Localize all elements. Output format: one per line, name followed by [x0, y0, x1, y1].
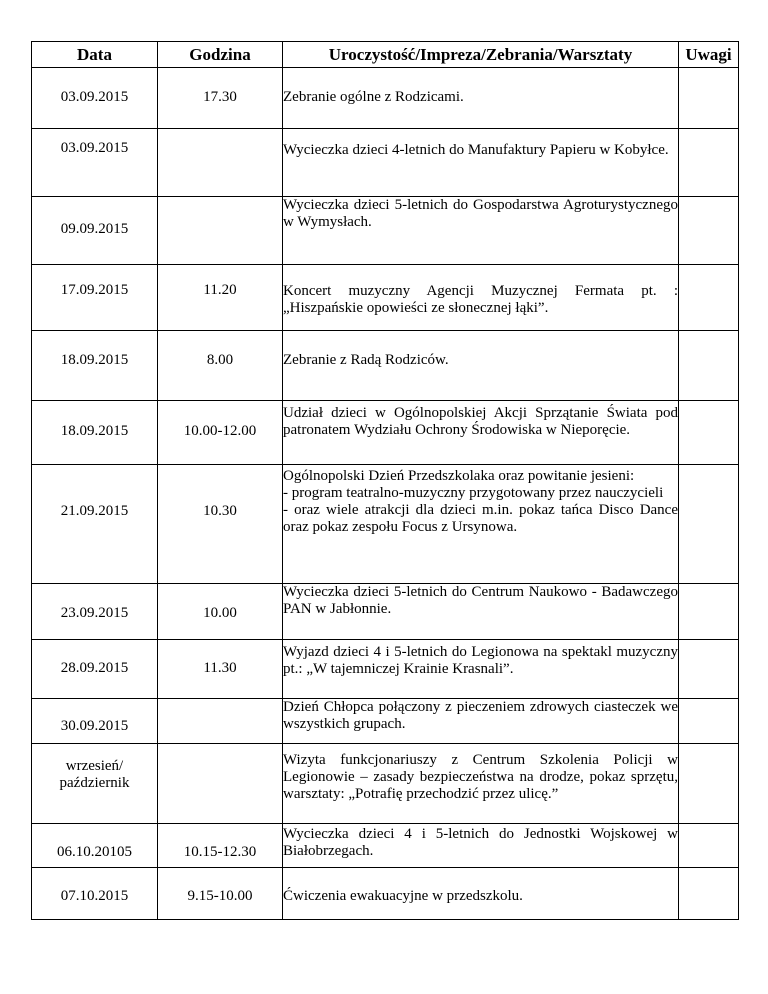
table-row: [32, 584, 739, 640]
header-notes: Uwagi: [679, 42, 739, 68]
header-date: Data: [32, 42, 158, 68]
row-event-sub: - program teatralno-muzyczny przygotowany przez nauczycieli: [283, 485, 664, 501]
row-time: [158, 699, 282, 718]
row-date: 21.09.2015: [60, 503, 129, 519]
row-date: 17.09.2015: [60, 282, 129, 298]
row-event: Udział dzieci w Ogólnopolskiej Akcji Sprzątanie Świata pod patronatem Wydziału Ochrony Środowiska w Nieporęcie.: [283, 405, 678, 438]
row-time: [158, 197, 282, 221]
table-row: [32, 265, 739, 331]
row-date: 30.09.2015: [60, 718, 129, 734]
row-event: Wycieczka dzieci 5-letnich do Gospodarstwa Agroturystycznego w Wymysłach.: [283, 197, 678, 230]
row-date: wrzesień/ październik: [59, 758, 130, 791]
row-event: Wycieczka dzieci 5-letnich do Centrum Naukowo - Badawczego PAN w Jabłonnie.: [283, 584, 678, 617]
row-event: Ćwiczenia ewakuacyjne w przedszkolu.: [283, 888, 523, 904]
row-notes: [679, 824, 739, 868]
row-time: [158, 744, 282, 758]
row-time: 11.30: [203, 660, 237, 676]
row-event: Wycieczka dzieci 4 i 5-letnich do Jednostki Wojskowej w Białobrzegach.: [283, 826, 678, 859]
row-time: 10.00: [203, 605, 237, 621]
table-row: [32, 744, 739, 824]
row-event: Zebranie z Radą Rodziców.: [283, 352, 449, 368]
row-date: 23.09.2015: [60, 605, 129, 621]
row-time: 10.00-12.00: [183, 423, 257, 439]
row-time: 8.00: [206, 352, 234, 368]
row-date: 28.09.2015: [60, 660, 129, 676]
table-row: [32, 465, 739, 584]
row-event: Wycieczka dzieci 4-letnich do Manufaktury Papieru w Kobyłce.: [283, 142, 669, 158]
row-event: Dzień Chłopca połączony z pieczeniem zdrowych ciasteczek we wszystkich grupach.: [283, 699, 678, 732]
row-notes: [679, 68, 739, 129]
row-notes: [679, 744, 739, 824]
header-row: [32, 42, 739, 68]
row-time: 11.20: [203, 282, 237, 298]
row-notes: [679, 868, 739, 920]
row-time: 10.30: [203, 503, 237, 519]
row-notes: [679, 331, 739, 401]
row-date: 18.09.2015: [60, 352, 129, 368]
row-notes: [679, 640, 739, 699]
row-date: 03.09.2015: [60, 89, 129, 105]
row-notes: [679, 699, 739, 744]
row-notes: [679, 584, 739, 640]
table-row: [32, 401, 739, 465]
schedule-table: [31, 41, 739, 920]
row-time: 17.30: [203, 89, 237, 105]
row-date: 18.09.2015: [60, 423, 129, 439]
row-event-sub: - oraz wiele atrakcji dla dzieci m.in. pokaz tańca Disco Dance oraz pokaz zespołu Focus z Ursynowa.: [283, 502, 678, 535]
row-time: [158, 129, 282, 140]
row-notes: [679, 401, 739, 465]
table-row: [32, 824, 739, 868]
row-event: Wyjazd dzieci 4 i 5-letnich do Legionowa na spektakl muzyczny pt.: „W tajemniczej Krainie Krasnali”.: [283, 644, 678, 677]
row-notes: [679, 465, 739, 584]
row-event: Koncert muzyczny Agencji Muzycznej Fermata pt. : „Hiszpańskie opowieści ze słonecznej łąki”.: [283, 283, 678, 316]
table-row: [32, 68, 739, 129]
table-row: [32, 197, 739, 265]
row-time: 10.15-12.30: [183, 844, 257, 860]
row-event: Wizyta funkcjonariuszy z Centrum Szkolenia Policji w Legionowie – zasady bezpieczeństwa na drodze, pokaz sprzętu, warsztaty: „Potrafię przechodzić przez ulicę.”: [283, 752, 678, 802]
row-event: Ogólnopolski Dzień Przedszkolaka oraz powitanie jesieni:: [283, 468, 635, 484]
row-time: 9.15-10.00: [187, 888, 253, 904]
table-row: [32, 868, 739, 920]
row-date: 07.10.2015: [60, 888, 129, 904]
header-time: Godzina: [158, 42, 283, 68]
row-notes: [679, 265, 739, 331]
table-row: [32, 129, 739, 197]
table-row: [32, 699, 739, 744]
row-date: 09.09.2015: [60, 221, 129, 237]
row-date: 06.10.20105: [57, 844, 132, 860]
table-row: [32, 331, 739, 401]
row-date: 03.09.2015: [60, 140, 129, 156]
table-row: [32, 640, 739, 699]
row-notes: [679, 197, 739, 265]
header-event: Uroczystość/Impreza/Zebrania/Warsztaty: [283, 42, 679, 68]
row-event: Zebranie ogólne z Rodzicami.: [283, 89, 464, 105]
row-notes: [679, 129, 739, 197]
